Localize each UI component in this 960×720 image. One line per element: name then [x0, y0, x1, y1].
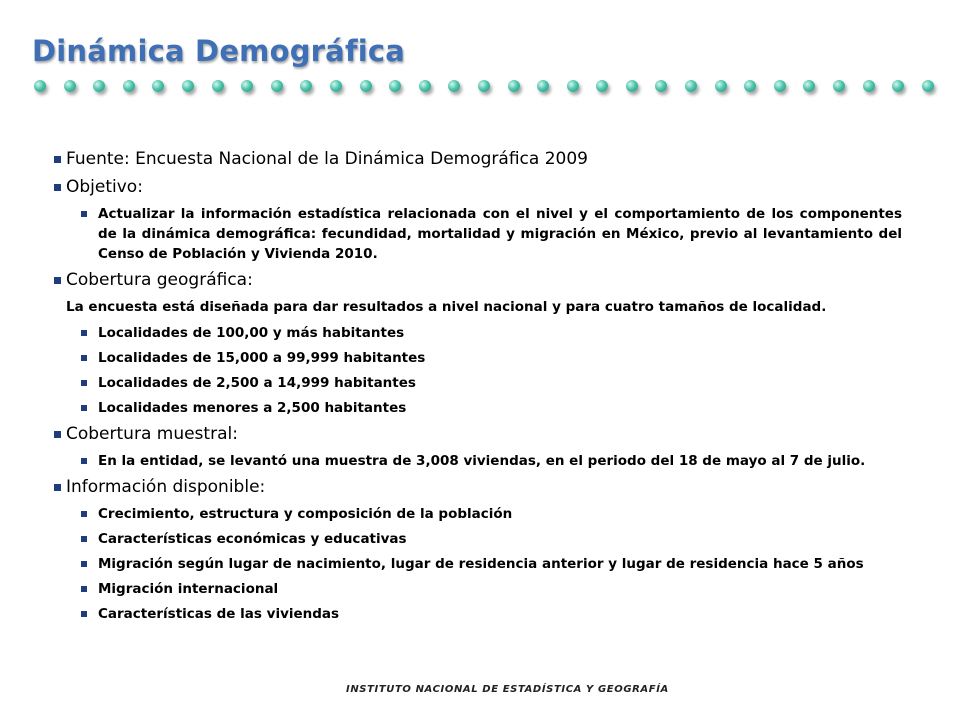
decorative-dot — [241, 80, 253, 92]
bullet-icon — [81, 211, 87, 217]
decorative-dot — [300, 80, 312, 92]
list-item: Crecimiento, estructura y composición de la población — [52, 504, 902, 524]
decorative-dot — [93, 80, 105, 92]
decorative-dot — [34, 80, 46, 92]
decorative-dot — [833, 80, 845, 92]
decorative-dot — [863, 80, 875, 92]
bullet-icon — [54, 484, 61, 491]
section-heading-cobertura-geografica: Cobertura geográfica: — [52, 269, 902, 291]
decorative-dot — [922, 80, 934, 92]
decorative-dot — [360, 80, 372, 92]
list-item: Migración internacional — [52, 579, 902, 599]
bullet-icon — [54, 431, 61, 438]
list-item: Características de las viviendas — [52, 604, 902, 624]
decorative-dot — [803, 80, 815, 92]
bullet-icon — [81, 561, 87, 567]
decorative-dot — [715, 80, 727, 92]
decorative-dot — [537, 80, 549, 92]
footer-institution: INSTITUTO NACIONAL DE ESTADÍSTICA Y GEOGRAFÍA — [346, 684, 669, 695]
bullet-icon — [81, 405, 87, 411]
decorative-dot — [626, 80, 638, 92]
decorative-dot — [448, 80, 460, 92]
decorative-dot — [478, 80, 490, 92]
bullet-icon — [81, 380, 87, 386]
bullet-icon — [81, 330, 87, 336]
bullet-icon — [81, 536, 87, 542]
list-item: Localidades menores a 2,500 habitantes — [52, 398, 902, 418]
bullet-icon — [54, 277, 61, 284]
slide-title: Dinámica Demográfica — [32, 34, 406, 68]
list-item: Características económicas y educativas — [52, 529, 902, 549]
section-heading-informacion-disponible: Información disponible: — [52, 476, 902, 498]
decorative-dot — [152, 80, 164, 92]
decorative-dot — [182, 80, 194, 92]
section-heading-fuente: Fuente: Encuesta Nacional de la Dinámica Demográfica 2009 — [52, 148, 902, 170]
bullet-icon — [81, 355, 87, 361]
decorative-dot — [774, 80, 786, 92]
bullet-icon — [81, 511, 87, 517]
bullet-icon — [54, 156, 61, 163]
decorative-dot — [64, 80, 76, 92]
decorative-dot — [330, 80, 342, 92]
decorative-dot — [744, 80, 756, 92]
list-item: Localidades de 15,000 a 99,999 habitantes — [52, 348, 902, 368]
decorative-dot-row — [34, 78, 934, 94]
list-item: Migración según lugar de nacimiento, lugar de residencia anterior y lugar de residencia hace 5 años — [52, 554, 902, 574]
decorative-dot — [508, 80, 520, 92]
list-item: Localidades de 2,500 a 14,999 habitantes — [52, 373, 902, 393]
bullet-icon — [81, 611, 87, 617]
decorative-dot — [567, 80, 579, 92]
decorative-dot — [123, 80, 135, 92]
bullet-icon — [81, 586, 87, 592]
bullet-icon — [81, 458, 87, 464]
decorative-dot — [212, 80, 224, 92]
decorative-dot — [655, 80, 667, 92]
decorative-dot — [389, 80, 401, 92]
list-item: Actualizar la información estadística relacionada con el nivel y el comportamiento de los componentes de la dinámica demográfica: fecundidad, mortalidad y migración en México, previo al levantamiento del Censo de Población y Vivienda 2010. — [52, 204, 902, 264]
decorative-dot — [685, 80, 697, 92]
slide-body — [52, 148, 902, 629]
list-item: En la entidad, se levantó una muestra de 3,008 viviendas, en el periodo del 18 de mayo al 7 de julio. — [52, 451, 902, 471]
section-heading-cobertura-muestral: Cobertura muestral: — [52, 423, 902, 445]
decorative-dot — [271, 80, 283, 92]
decorative-dot — [419, 80, 431, 92]
section-note: La encuesta está diseñada para dar resultados a nivel nacional y para cuatro tamaños de localidad. — [66, 299, 827, 315]
decorative-dot — [892, 80, 904, 92]
section-heading-objetivo: Objetivo: — [52, 176, 902, 198]
decorative-dot — [596, 80, 608, 92]
list-item: Localidades de 100,00 y más habitantes — [52, 323, 902, 343]
bullet-icon — [54, 184, 61, 191]
